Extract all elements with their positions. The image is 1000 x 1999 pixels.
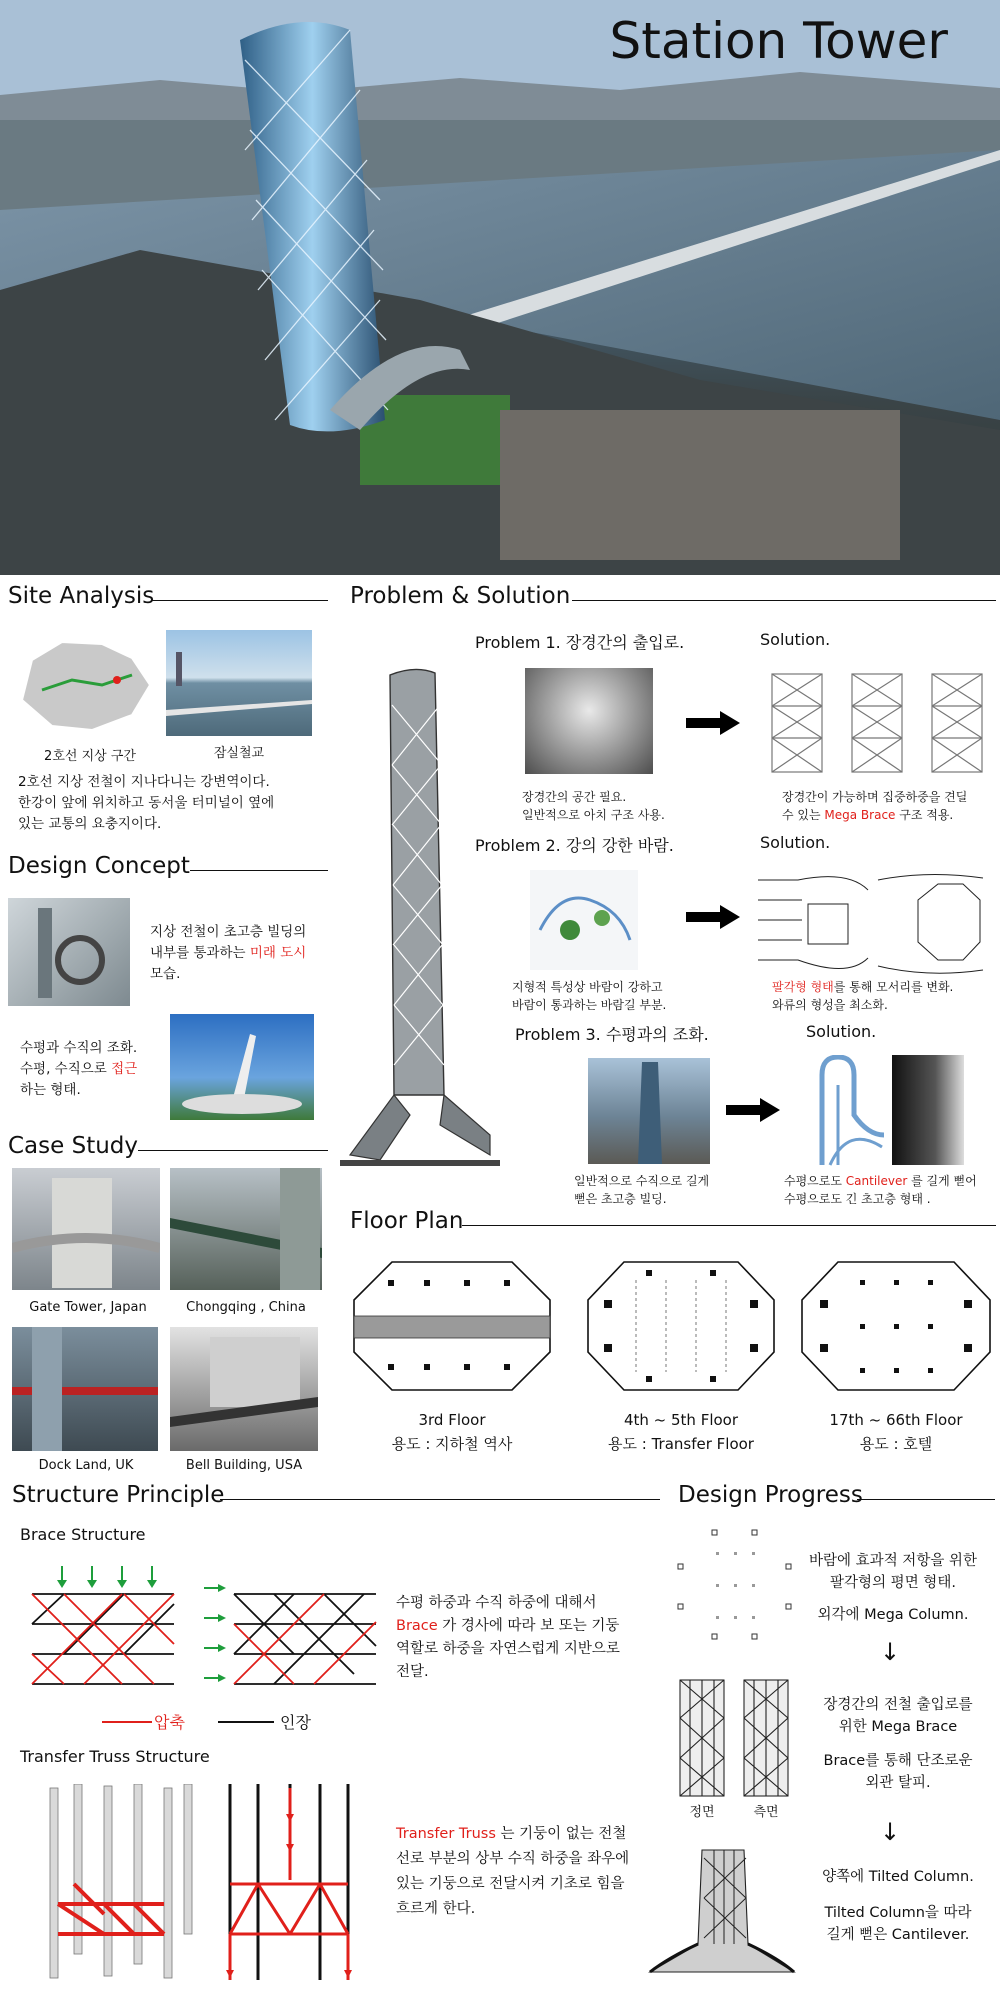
floor-name: 17th ~ 66th Floor — [829, 1411, 963, 1429]
brace-desc-post: 가 경사에 따라 보 또는 기둥 — [437, 1618, 620, 1634]
problem2-title: Problem 2. 강의 강한 바람. — [475, 836, 674, 855]
progress-step2-line: 외관 탈피. — [865, 1775, 931, 1791]
concept1-highlight: 미래 도시 — [249, 945, 307, 961]
concept1-text — [150, 922, 330, 985]
problem3-solution-label: Solution. — [806, 1022, 877, 1041]
problem1-arrow-icon — [686, 711, 740, 735]
brace-highlight: Brace — [396, 1618, 438, 1634]
problem1-sol-line — [782, 806, 967, 824]
progress-step1-line: 바람에 효과적 저항을 위한 — [809, 1553, 977, 1569]
case-caption: Gate Tower, Japan — [29, 1300, 147, 1315]
problem2-sol-post: 를 통해 모서리를 변화. — [833, 980, 954, 994]
transfer-truss-elevation-diagram — [220, 1784, 360, 1984]
problem2-description — [512, 978, 666, 1014]
problem-solution-rule — [572, 600, 996, 601]
problem1-solution-label: Solution. — [760, 630, 831, 649]
problem3-description — [574, 1172, 709, 1208]
progress-step3-line: 양쪽에 Tilted Column. — [822, 1869, 974, 1885]
legend-tension-label: 인장 — [280, 1713, 311, 1732]
concept1-line2: 내부를 통과하는 — [150, 945, 250, 961]
progress-step1-line: 팔각형의 평면 형태. — [830, 1575, 956, 1591]
problem3-title: Problem 3. 수평과의 조화. — [515, 1025, 709, 1044]
problem1-sol-line: 장경간이 가능하며 집중하중을 견딜 — [782, 790, 968, 804]
problem3-arrow-icon — [726, 1098, 780, 1122]
case-caption: Bell Building, USA — [185, 1458, 303, 1473]
progress-tilted-column-elevation — [648, 1848, 796, 1976]
floor-name: 3rd Floor — [418, 1411, 486, 1429]
floor-name: 4th ~ 5th Floor — [623, 1411, 739, 1429]
problem1-sol-pre: 수 있는 — [782, 808, 825, 822]
concept2-line2: 수평, 수직으로 — [20, 1061, 112, 1077]
problem2-solution-label: Solution. — [760, 833, 831, 852]
compression-legend-line-icon — [102, 1717, 152, 1727]
progress-down-arrow-icon: ↓ — [880, 1818, 901, 1846]
truss-desc-line — [396, 1822, 670, 1847]
progress-step2-line: Brace를 통해 단조로운 — [823, 1753, 973, 1769]
problem2-desc-line: 바람이 통과하는 바람길 부분. — [512, 998, 667, 1012]
tension-legend-line-icon — [218, 1717, 274, 1727]
progress-step3-line: Tilted Column을 따라 — [824, 1905, 972, 1921]
transfer-truss-description — [396, 1822, 670, 1922]
problem1-station-photo — [525, 668, 653, 774]
concept1-line: 모습. — [150, 966, 181, 982]
progress-step3-line: 길게 뻗은 Cantilever. — [826, 1927, 970, 1943]
progress-step1-text — [790, 1550, 996, 1626]
brace-desc-line: 수평 하중과 수직 하중에 대해서 — [396, 1595, 597, 1611]
truss-desc-post: 는 기둥이 없는 전철 — [495, 1826, 627, 1842]
site-map-caption: 2호선 지상 구간 — [44, 749, 136, 764]
concept-stadium-tower-image — [170, 1014, 314, 1120]
progress-front-view-label: 정면 — [689, 1805, 715, 1820]
truss-desc-line: 흐르게 한다. — [396, 1901, 476, 1917]
problem1-solution-text — [782, 788, 967, 824]
site-analysis-rule — [152, 600, 328, 601]
design-progress-rule — [857, 1499, 995, 1500]
floor-plan-4th-5th-drawing — [586, 1260, 776, 1392]
brace-desc-line — [396, 1615, 660, 1638]
concept2-line: 하는 형태. — [20, 1082, 81, 1098]
progress-side-view-label: 측면 — [753, 1805, 779, 1820]
problem2-desc-line: 지형적 특성상 바람이 강하고 — [512, 980, 663, 994]
case-study-rule — [138, 1150, 328, 1151]
case-gate-tower-photo — [12, 1168, 160, 1290]
floor-plan-rule — [462, 1225, 996, 1226]
concept2-text — [20, 1038, 160, 1101]
problem3-desc-line: 일반적으로 수직으로 길게 — [574, 1174, 710, 1188]
problem2-arrow-icon — [686, 905, 740, 929]
design-progress-heading: Design Progress — [678, 1482, 863, 1508]
problem1-description — [522, 788, 665, 824]
problem3-cantilever-sketch — [808, 1055, 888, 1167]
truss-desc-line: 있는 기둥으로 전달시켜 기초로 힘을 — [396, 1876, 625, 1892]
floor-plan-17th-66th-drawing — [800, 1260, 992, 1392]
case-study-heading: Case Study — [8, 1133, 139, 1159]
site-desc-line: 있는 교통의 요충지이다. — [18, 816, 162, 832]
concept2-line — [20, 1059, 160, 1080]
site-desc-line: 2호선 지상 전철이 지나다니는 강변역이다. — [18, 774, 270, 790]
problem1-sol-highlight: Mega Brace — [824, 808, 896, 822]
tower-elevation-drawing — [340, 665, 500, 1205]
case-chongqing-photo — [170, 1168, 322, 1290]
progress-down-arrow-icon: ↓ — [880, 1638, 901, 1666]
concept-future-city-image — [8, 898, 130, 1006]
problem3-sol-line — [784, 1172, 977, 1190]
problem3-sol-line: 수평으로도 긴 초고층 형태 . — [784, 1192, 931, 1206]
site-map-image — [12, 630, 156, 742]
progress-step2-line: 장경간의 전철 출입로를 — [823, 1697, 973, 1713]
site-analysis-description — [18, 772, 328, 835]
transfer-truss-3d-model — [44, 1784, 194, 1984]
brace-desc-line: 역할로 하중을 자연스럽게 지반으로 — [396, 1641, 620, 1657]
brace-desc-line: 전달. — [396, 1664, 429, 1680]
problem3-sol-pre: 수평으로도 — [784, 1174, 846, 1188]
problem1-mega-brace-drawing — [768, 672, 988, 776]
jamsil-bridge-caption: 잠실철교 — [213, 746, 265, 761]
structure-principle-heading: Structure Principle — [12, 1482, 225, 1508]
floor-use: 용도 : 지하철 역사 — [391, 1435, 513, 1453]
site-analysis-heading: Site Analysis — [8, 583, 155, 609]
case-caption: Dock Land, UK — [38, 1458, 134, 1473]
legend-compression-label: 압축 — [154, 1713, 185, 1732]
floor-plan-3rd-caption — [352, 1408, 552, 1456]
floor-use: 용도 : Transfer Floor — [608, 1435, 754, 1453]
floor-plan-17th-66th-caption — [794, 1408, 998, 1456]
progress-step3-text — [800, 1866, 996, 1946]
problem2-sol-line — [772, 978, 953, 996]
truss-highlight: Transfer Truss — [396, 1826, 496, 1842]
case-dockland-photo — [12, 1327, 158, 1451]
brace-structure-title: Brace Structure — [20, 1525, 146, 1544]
brace-structure-description — [396, 1592, 660, 1684]
hero-rendering-image — [0, 0, 1000, 575]
problem-solution-heading: Problem & Solution — [350, 583, 571, 609]
problem3-solution-text — [784, 1172, 977, 1208]
case-caption: Chongqing , China — [186, 1300, 306, 1315]
problem3-skyscraper-photo — [588, 1058, 710, 1164]
structure-principle-rule — [220, 1499, 660, 1500]
problem3-desc-line: 뻗은 초고층 빌딩. — [574, 1192, 667, 1206]
problem3-sol-highlight: Cantilever — [845, 1174, 908, 1188]
concept1-line: 지상 전철이 초고층 빌딩의 — [150, 924, 307, 940]
problem1-title: Problem 1. 장경간의 출입로. — [475, 633, 685, 652]
page-title: Station Tower — [609, 12, 948, 70]
problem2-sol-line: 와류의 형성을 최소화. — [772, 998, 888, 1012]
problem2-wind-flow-diagram — [758, 870, 990, 978]
concept1-line — [150, 943, 330, 964]
progress-step2-text — [800, 1694, 996, 1794]
problem2-solution-text — [772, 978, 953, 1014]
problem1-desc-line: 장경간의 공간 필요. — [522, 790, 627, 804]
floor-use: 용도 : 호텔 — [859, 1435, 933, 1453]
site-desc-line: 한강이 앞에 위치하고 동서울 터미널이 옆에 — [18, 795, 275, 811]
progress-step2-line: 위한 Mega Brace — [838, 1719, 958, 1735]
case-bell-building-photo — [170, 1327, 318, 1451]
concept2-line: 수평과 수직의 조화. — [20, 1040, 138, 1056]
transfer-truss-title: Transfer Truss Structure — [20, 1747, 210, 1766]
problem1-sol-post: 구조 적용. — [895, 808, 954, 822]
problem1-desc-line: 일반적으로 아치 구조 사용. — [522, 808, 665, 822]
problem3-cantilever-model-photo — [892, 1055, 964, 1165]
floor-plan-3rd-drawing — [352, 1260, 552, 1392]
design-concept-heading: Design Concept — [8, 853, 190, 879]
progress-step1-line: 외각에 Mega Column. — [817, 1607, 969, 1623]
progress-mega-brace-elevations — [678, 1678, 790, 1798]
floor-plan-4th-5th-caption — [576, 1408, 786, 1456]
problem2-wind-map-image — [530, 870, 638, 970]
jamsil-bridge-photo — [166, 630, 312, 736]
progress-octagon-plan-diagram — [676, 1528, 794, 1642]
truss-desc-line: 선로 부분의 상부 수직 하중을 좌우에 — [396, 1851, 630, 1867]
floor-plan-heading: Floor Plan — [350, 1208, 464, 1234]
problem2-sol-highlight: 팔각형 형태 — [772, 980, 834, 994]
concept2-highlight: 접근 — [111, 1061, 138, 1077]
brace-structure-diagram — [24, 1558, 384, 1708]
hero-scene — [0, 0, 1000, 575]
design-concept-rule — [190, 870, 328, 871]
problem3-sol-post: 를 길게 뻗어 — [907, 1174, 977, 1188]
